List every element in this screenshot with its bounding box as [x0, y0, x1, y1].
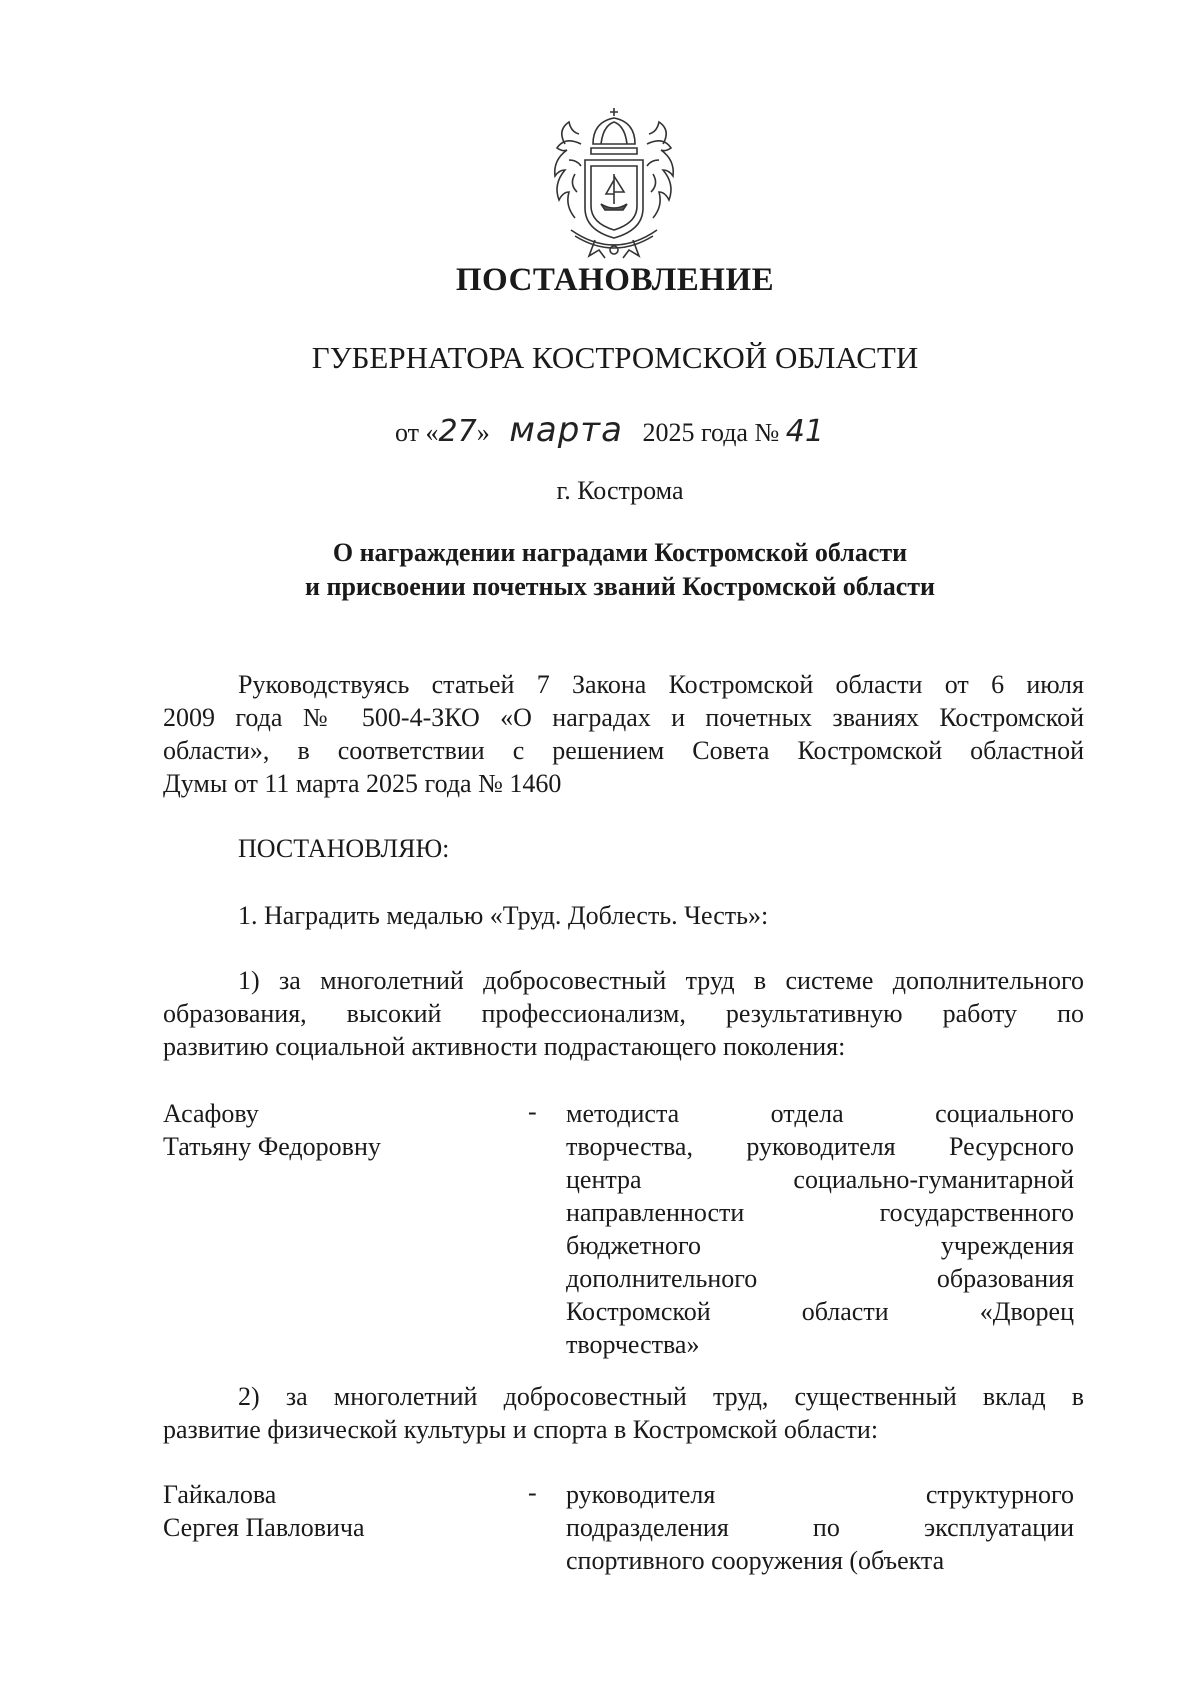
awardee-surname: Гайкалова	[163, 1480, 277, 1509]
dash-separator: -	[528, 1478, 537, 1507]
paragraph-line: Думы от 11 марта 2025 года № 1460	[163, 769, 562, 798]
position-line: бюджетного учреждения	[566, 1231, 1074, 1260]
paragraph-line: развитию социальной активности подрастающего поколения:	[163, 1032, 846, 1061]
subitem-2-paragraph	[163, 1380, 1084, 1446]
position-line: Костромской области «Дворец	[566, 1297, 1074, 1326]
position-line: направленности государственного	[566, 1198, 1074, 1227]
coat-of-arms-icon	[535, 104, 693, 264]
paragraph-line: Руководствуясь статьей 7 Закона Костромской области от 6 июля	[238, 670, 1084, 699]
date-prefix: от «	[395, 418, 439, 447]
position-line: дополнительного образования	[566, 1264, 1074, 1293]
decree-word: ПОСТАНОВЛЯЮ:	[238, 834, 450, 863]
position-line: творчества, руководителя Ресурсного	[566, 1132, 1074, 1161]
position-line: методиста отдела социального	[566, 1099, 1074, 1128]
paragraph-line: 2) за многолетний добросовестный труд, существенный вклад в	[238, 1382, 1084, 1411]
position-line: творчества»	[566, 1330, 700, 1359]
document-heading	[0, 536, 1200, 604]
date-month-handwritten: марта	[509, 410, 623, 450]
position-line: центра социально-гуманитарной	[566, 1165, 1074, 1194]
paragraph-line: 1) за многолетний добросовестный труд в системе дополнительного	[238, 966, 1084, 995]
paragraph-line: 2009 года № 500-4-ЗКО «О наградах и почетных званиях Костромской	[163, 703, 1084, 732]
awardee-name	[163, 1097, 381, 1163]
date-day-handwritten: 27	[438, 414, 477, 449]
document-date-line	[395, 410, 824, 450]
paragraph-line: развитие физической культуры и спорта в Костромской области:	[163, 1415, 879, 1444]
awardee-position	[566, 1478, 1074, 1577]
heading-line: О награждении наградами Костромской области	[332, 538, 908, 567]
position-line: спортивного сооружения (объекта	[566, 1546, 945, 1575]
awardee-surname: Асафову	[163, 1099, 259, 1128]
awardee-given-names: Татьяну Федоровну	[163, 1132, 381, 1161]
awardee-given-names: Сергея Павловича	[163, 1513, 365, 1542]
paragraph-line: образования, высокий профессионализм, результативную работу по	[163, 999, 1084, 1028]
date-mid: »	[476, 418, 490, 447]
awardee-name	[163, 1478, 365, 1544]
item-1: 1. Наградить медалью «Труд. Доблесть. Честь»:	[238, 901, 769, 930]
paragraph-line: области», в соответствии с решением Совета Костромской областной	[163, 736, 1084, 765]
position-line: подразделения по эксплуатации	[566, 1513, 1074, 1542]
preamble-paragraph	[163, 668, 1084, 800]
heading-line: и присвоении почетных званий Костромской области	[304, 572, 936, 601]
document-issuer: ГУБЕРНАТОРА КОСТРОМСКОЙ ОБЛАСТИ	[311, 340, 919, 375]
awardee-position	[566, 1097, 1074, 1361]
dash-separator: -	[528, 1097, 537, 1126]
document-title: ПОСТАНОВЛЕНИЕ	[455, 262, 775, 298]
position-line: руководителя структурного	[566, 1480, 1074, 1509]
document-city: г. Кострома	[556, 476, 684, 505]
document-number-handwritten: 41	[785, 414, 824, 449]
date-year: 2025 года №	[642, 418, 780, 447]
subitem-1-paragraph	[163, 964, 1084, 1063]
